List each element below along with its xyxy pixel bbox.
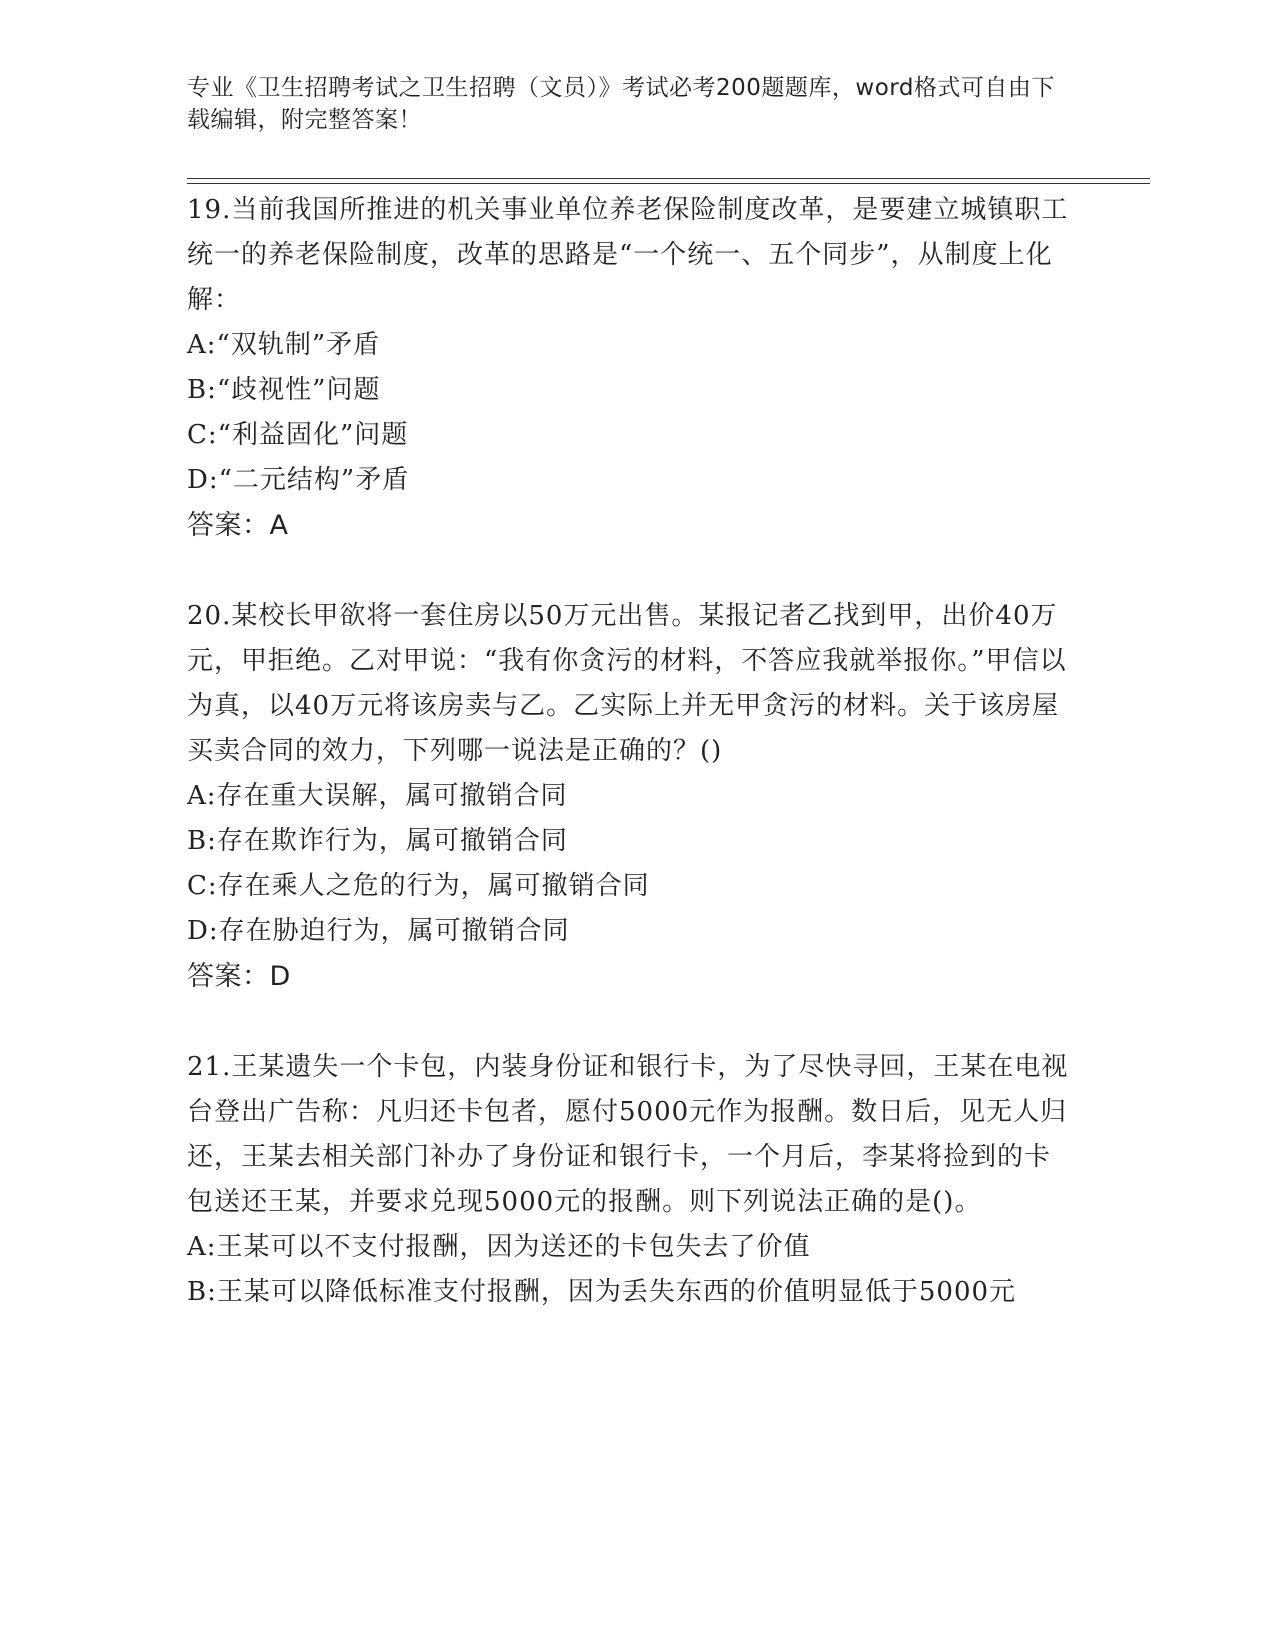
option-a: A:存在重大误解，属可撤销合同 [187,781,568,811]
question-20 [187,594,1077,999]
option-d: D:“二元结构”矛盾 [187,465,410,495]
option-b: B:存在欺诈行为，属可撤销合同 [187,826,568,856]
header-rule-top [187,178,1150,179]
question-21 [187,1045,1077,1315]
header-rule-bottom [187,183,1150,184]
option-b: B:王某可以降低标准支付报酬，因为丢失东西的价值明显低于5000元 [187,1277,1017,1307]
option-d: D:存在胁迫行为，属可撤销合同 [187,916,570,946]
option-a: A:“双轨制”矛盾 [187,330,381,360]
option-a: A:王某可以不支付报酬，因为送还的卡包失去了价值 [187,1232,811,1262]
question-19 [187,188,1077,548]
question-stem: 19.当前我国所推进的机关事业单位养老保险制度改革，是要建立城镇职工统一的养老保险制度，改革的思路是“一个统一、五个同步”，从制度上化解： [187,195,1069,315]
document-header: 专业《卫生招聘考试之卫生招聘（文员）》考试必考200题题库，word格式可自由下载编辑，附完整答案！ [187,75,1055,133]
option-b: B:“歧视性”问题 [187,375,381,405]
answer-line: 答案：A [187,510,289,541]
question-stem: 21.王某遗失一个卡包，内装身份证和银行卡，为了尽快寻回，王某在电视台登出广告称：凡归还卡包者，愿付5000元作为报酬。数日后，见无人归还，王某去相关部门补办了身份证和银行卡，一个月后，李某将捡到的卡包送还王某，并要求兑现5000元的报酬。则下列说法正确的是()。 [187,1052,1069,1217]
question-list [187,188,1077,1361]
answer-line: 答案：D [187,961,291,992]
question-stem: 20.某校长甲欲将一套住房以50万元出售。某报记者乙找到甲，出价40万元，甲拒绝。乙对甲说：“我有你贪污的材料，不答应我就举报你。”甲信以为真，以40万元将该房卖与乙。乙实际上并无甲贪污的材料。关于该房屋买卖合同的效力，下列哪一说法是正确的？() [187,601,1067,766]
option-c: C:存在乘人之危的行为，属可撤销合同 [187,871,650,901]
option-c: C:“利益固化”问题 [187,420,409,450]
